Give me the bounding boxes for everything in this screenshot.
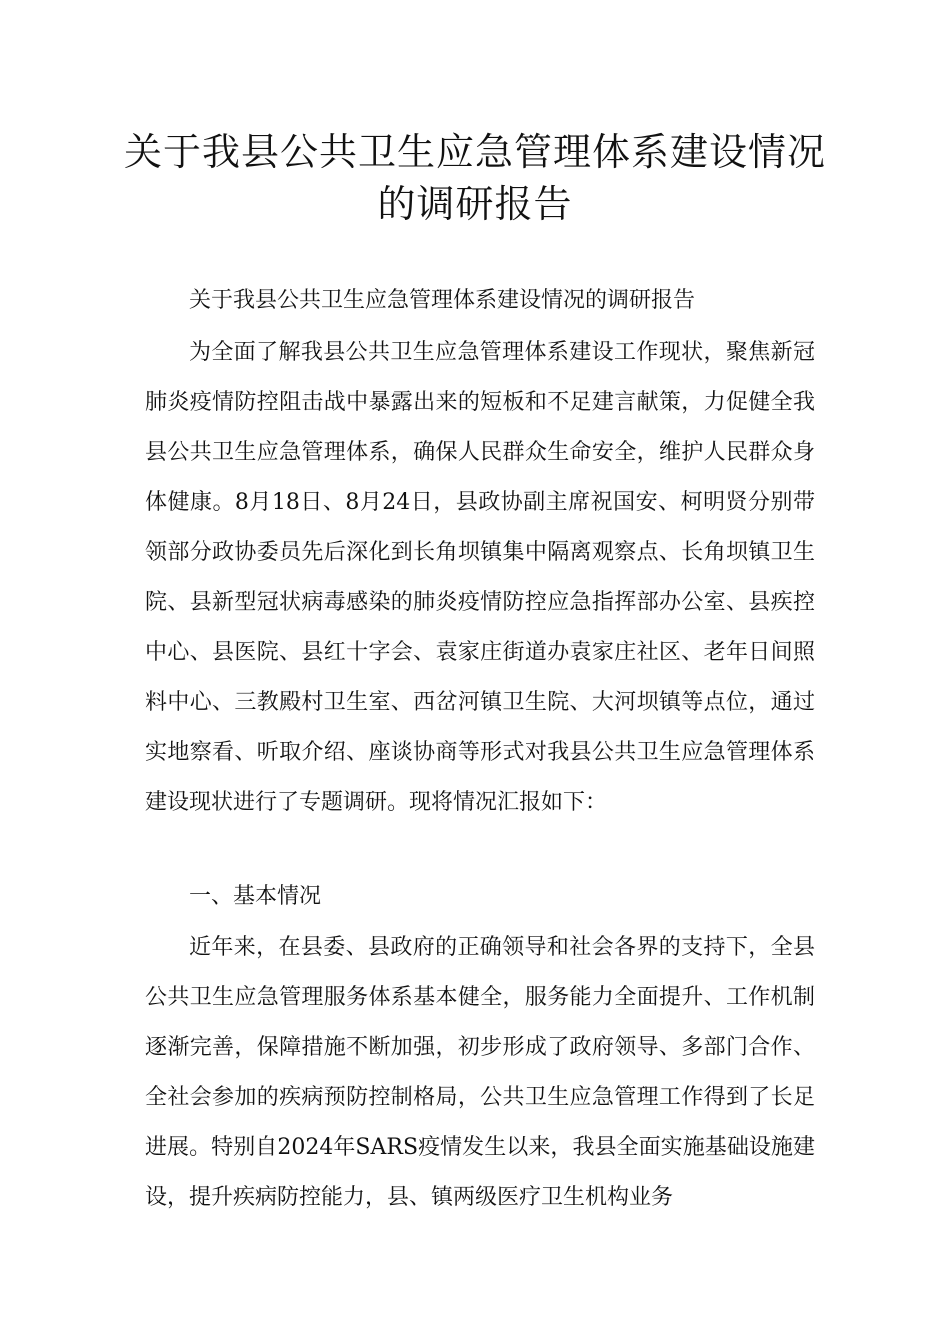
subtitle-paragraph: 关于我县公共卫生应急管理体系建设情况的调研报告 [189,288,696,313]
section-heading-basic-situation: 一、基本情况 [189,884,322,909]
intro-paragraph: 为全面了解我县公共卫生应急管理体系建设工作现状，聚焦新冠肺炎疫情防控阻击战中暴露出来的短板和不足建言献策，力促健全我县公共卫生应急管理体系，确保人民群众生命安全，维护人民群众身体健康。8月18日、8月24日，县政协副主席祝国安、柯明贤分别带领部分政协委员先后深化到长角坝镇集中隔离观察点、长角坝镇卫生院、县新型冠状病毒感染的肺炎疫情防控应急指挥部办公室、县疾控中心、县医院、县红十字会、袁家庄街道办袁家庄社区、老年日间照料中心、三教殿村卫生室、西岔河镇卫生院、大河坝镇等点位，通过实地察看、听取介绍、座谈协商等形式对我县公共卫生应急管理体系建设现状进行了专题调研。现将情况汇报如下： [145,340,816,815]
basic-situation-paragraph: 近年来，在县委、县政府的正确领导和社会各界的支持下，全县公共卫生应急管理服务体系基本健全，服务能力全面提升、工作机制逐渐完善，保障措施不断加强，初步形成了政府领导、多部门合作、全社会参加的疾病预防控制格局，公共卫生应急管理工作得到了长足进展。特别自2024年SARS疫情发生以来，我县全面实施基础设施建设，提升疾病防控能力，县、镇两级医疗卫生机构业务 [145,935,815,1210]
document-title: 关于我县公共卫生应急管理体系建设情况的调研报告 [123,130,826,226]
